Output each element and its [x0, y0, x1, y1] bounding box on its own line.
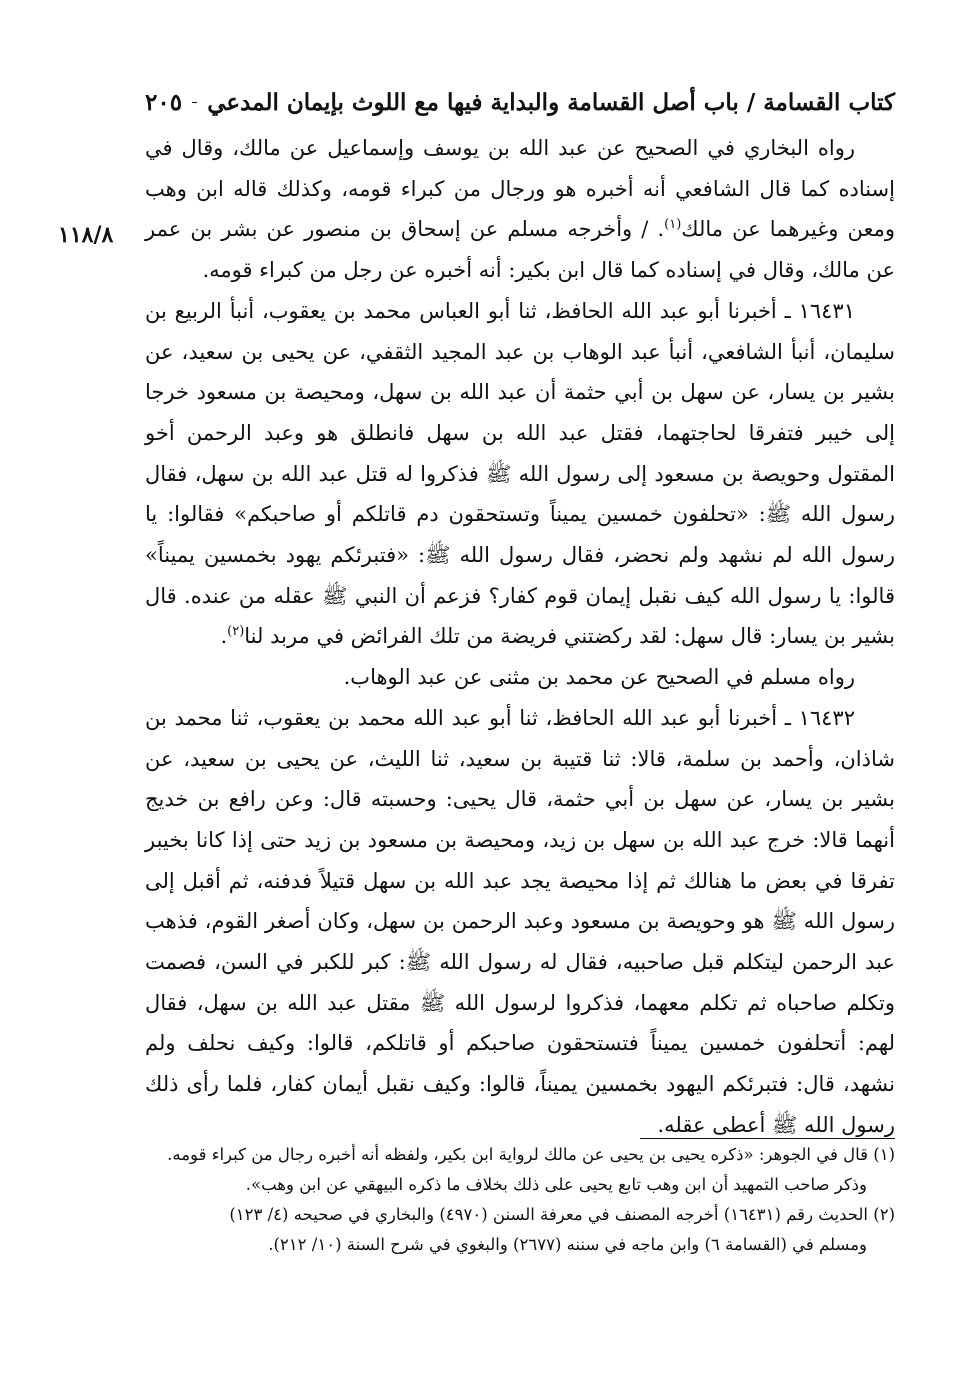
footnote-2-continued: ومسلم في (القسامة ٦) وابن ماجه في سننه (٢٦٧٧) والبغوي في شرح السنة (١٠/ ٢١٢). — [268, 1235, 867, 1254]
paragraph-2: ١٦٤٣١ ـ أخبرنا أبو عبد الله الحافظ، ثنا أبو العباس محمد بن يعقوب، أنبأ الربيع بن سليمان، أنبأ الشافعي، أنبأ عبد الوهاب بن عبد المجيد الثقفي، عن يحيى بن سعيد، عن بشير بن يسار، عن سهل بن أبي حثمة أن عبد الله بن سهل، ومحيصة بن مسعود خرجا إلى خيبر فتفرقا لحاجتهما، فقتل عبد الله بن سهل فانطلق هو وعبد الرحمن أخو المقتول وحويصة بن مسعود إلى رسول الله ﷺ فذكروا له قتل عبد الله بن سهل، فقال رسول الله ﷺ: «تحلفون خمسين يميناً وتستحقون دم قاتلكم أو صاحبكم» فقالوا: يا رسول الله لم نشهد ولم نحضر، فقال رسول الله ﷺ: «فتبرئكم يهود بخمسين يميناً» قالوا: يا رسول الله كيف نقبل إيمان قوم كفار؟ فزعم أن النبي ﷺ عقله من عنده. قال بشير بن يسار: قال سهل: لقد ركضتني فريضة من تلك الفرائض في مربد لنا$^{(٢)}$. — [145, 298, 895, 649]
page-header — [145, 82, 895, 122]
paragraph-1 — [145, 128, 895, 291]
page-number: ٢٠٥ — [145, 88, 183, 116]
footnote-marker-2: (٢) — [227, 624, 245, 640]
margin-reference: ١١٨/٨ — [58, 222, 114, 248]
footnote-1: (١) قال في الجوهر: «ذكره يحيى بن يحيى عن مالك لرواية ابن بكير، ولفظه أنه أخبره رجال من كبراء قومه. — [167, 1145, 895, 1164]
footnote-marker-1: (١) — [664, 217, 682, 233]
footnotes — [150, 1140, 895, 1260]
running-title: كتاب القسامة / باب أصل القسامة والبداية فيها مع اللوث بإيمان المدعي — [207, 88, 895, 116]
paragraph-4: ١٦٤٣٢ ـ أخبرنا أبو عبد الله الحافظ، ثنا أبو عبد الله محمد بن يعقوب، ثنا محمد بن شاذان، وأحمد بن سلمة، قالا: ثنا قتيبة بن سعيد، ثنا الليث، عن يحيى بن سعيد، عن بشير بن يسار، عن سهل بن أبي حثمة، قال يحيى: وحسبته قال: وعن رافع بن خديج أنهما قالا: خرج عبد الله بن سهل بن زيد، ومحيصة بن مسعود بن زيد حتى إذا كانا بخيبر تفرقا في بعض ما هنالك ثم إذا محيصة يجد عبد الله بن سهل قتيلاً فدفنه، ثم أقبل إلى رسول الله ﷺ هو وحويصة بن مسعود وعبد الرحمن بن سهل، وكان أصغر القوم، فذهب عبد الرحمن ليتكلم قبل صاحبيه، فقال له رسول الله ﷺ: كبر للكبر في السن، فصمت وتكلم صاحباه ثم تكلم معهما، فذكروا لرسول الله ﷺ مقتل عبد الله بن سهل، فقال لهم: أتحلفون خمسين يميناً فتستحقون صاحبكم أو قاتلكم، قالوا: وكيف نحلف ولم نشهد، قال: فتبرئكم اليهود بخمسين يميناً، قالوا: وكيف نقبل أيمان كفار، فلما رأى ذلك رسول الله ﷺ أعطى عقله. — [145, 705, 895, 1137]
hadith-16431-text: الربيع بن سليمان، أنبأ الشافعي، أنبأ عبد الوهاب بن عبد المجيد الثقفي، عن يحيى بن سعيد، عن بشير بن يسار، عن سهل بن أبي حثمة أن عبد الله بن سهل، ومحيصة بن مسعود خرجا إلى خيبر فتفرقا لحاجتهما، فقتل عبد الله بن سهل فانطلق هو وعبد الرحمن أخو المقتول وحويصة بن مسعود إلى رسول الله ﷺ فذكروا له قتل عبد الله بن سهل، فقال رسول الله ﷺ: «تحلفون خمسين يميناً وتستحقون دم قاتلكم أو صاحبكم» فقالوا: يا رسول الله لم نشهد ولم نحضر، فقال رسول الله ﷺ: «فتبرئكم يهود بخمسين يميناً» قالوا: يا رسول الله كيف نقبل إيمان قوم كفار؟ فزعم أن النبي ﷺ عقله من عنده. قال بشير بن يسار: قال سهل: لقد ركضتني فريضة من تلك الفرائض في مربد لنا — [145, 298, 895, 649]
paragraph-1-text: رواه البخاري في الصحيح عن عبد الله بن يوسف وإسماعيل عن مالك، وقال في إسناده كما قال الشافعي أنه أخبره هو ورجال من كبراء قومه، وكذلك قاله ابن وهب ومعن وغيرهما عن مالك — [145, 136, 895, 242]
paragraph-1-tail: . / وأخرجه مسلم عن إسحاق بن منصور عن بشر بن عمر عن مالك، وقال في إسناده كما قال ابن بكير: أنه أخبره عن رجل من كبراء قومه. — [145, 217, 895, 283]
footnote-rule — [640, 1138, 895, 1139]
footnote-2: (٢) الحديث رقم (١٦٤٣١) أخرجه المصنف في معرفة السنن (٤٩٧٠) والبخاري في صحيحه (٤/ ١٢٣) — [229, 1205, 895, 1224]
footnote-1-continued: وذكر صاحب التمهيد أن ابن وهب تابع يحيى على ذلك بخلاف ما ذكره البيهقي عن ابن وهب». — [245, 1175, 867, 1194]
paragraph-3: رواه مسلم في الصحيح عن محمد بن مثنى عن عبد الوهاب. — [343, 665, 855, 690]
hadith-16431-lead: ١٦٤٣١ ـ أخبرنا أبو عبد الله الحافظ، ثنا أبو العباس محمد بن يعقوب، أنبأ — [229, 298, 855, 323]
header-rule — [192, 102, 197, 103]
main-text — [145, 128, 895, 1146]
